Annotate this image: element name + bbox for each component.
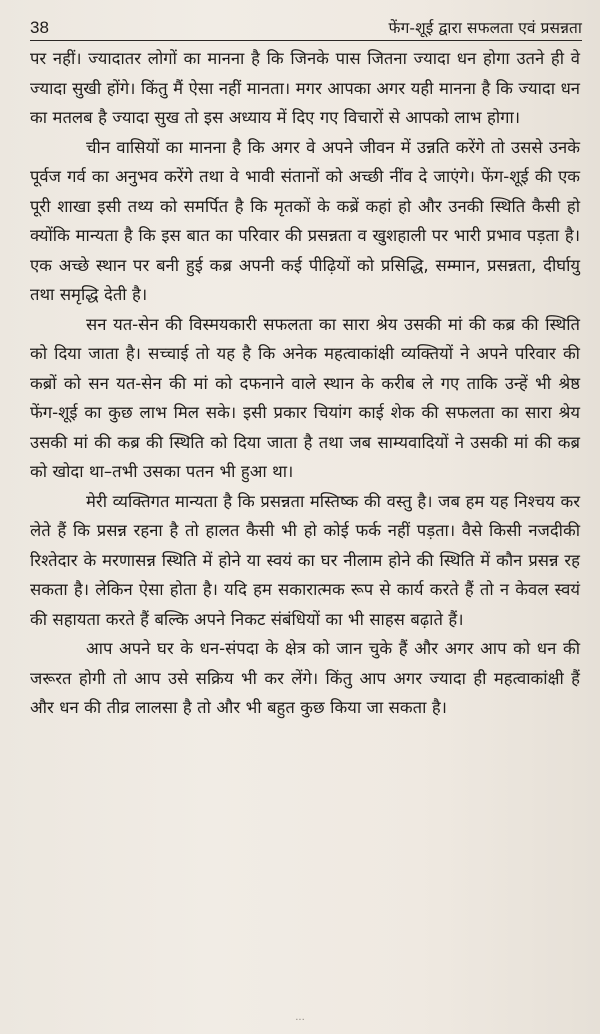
page-number: 38 [30, 18, 49, 37]
running-title: फेंग-शूई द्वारा सफलता एवं प्रसन्नता [388, 18, 582, 37]
paragraph-5: आप अपने घर के धन-संपदा के क्षेत्र को जान चुके हैं और अगर आप को धन की जरूरत होगी तो आप उसे सक्रिय भी कर लेंगे। किंतु आप अगर ज्यादा ही महत्वाकांक्षी हैं और धन की तीव्र लालसा है तो और भी बहुत कुछ किया जा सकता है। [30, 639, 580, 717]
page-footer-mark: ··· [295, 1015, 305, 1026]
paragraph-2: चीन वासियों का मानना है कि अगर वे अपने जीवन में उन्नति करेंगे तो उससे उनके पूर्वज गर्व का अनुभव करेंगे तथा वे भावी संतानों को अच्छी नींव दे जाएंगे। फेंग-शूई की एक पूरी शाखा इसी तथ्य को समर्पित है कि मृतकों के कब्रें कहां हो और उनकी स्थिति कैसी हो क्योंकि मान्यता है कि इस बात का परिवार की प्रसन्नता व खुशहाली पर भारी प्रभाव पड़ता है। एक अच्छे स्थान पर बनी हुई कब्र अपनी कई पीढ़ियों को प्रसिद्धि, सम्मान, प्रसन्नता, दीर्घायु तथा समृद्धि देती है। [30, 137, 580, 304]
paragraph-4: मेरी व्यक्तिगत मान्यता है कि प्रसन्नता मस्तिष्क की वस्तु है। जब हम यह निश्चय कर लेते हैं कि प्रसन्न रहना है तो हालत कैसी भी हो कोई फर्क नहीं पड़ता। वैसे किसी नजदीकी रिश्तेदार के मरणासन्न स्थिति में होने या स्वयं का घर नीलाम होने की स्थिति में कौन प्रसन्न रह सकता है। लेकिन ऐसा होता है। यदि हम सकारात्मक रूप से कार्य करते हैं तो न केवल स्वयं की सहायता करते हैं बल्कि अपने निकट संबंधियों का भी साहस बढ़ाते हैं। [30, 491, 580, 629]
paragraph-1: पर नहीं। ज्यादातर लोगों का मानना है कि जिनके पास जितना ज्यादा धन होगा उतने ही वे ज्यादा सुखी होंगे। किंतु मैं ऐसा नहीं मानता। मगर आपका अगर यही मानना है कि ज्यादा धन का मतलब है ज्यादा सुख तो इस अध्याय में दिए गए विचारों से आपको लाभ होगा। [30, 49, 580, 127]
page-header [30, 8, 582, 41]
paragraph-3: सन यत-सेन की विस्मयकारी सफलता का सारा श्रेय उसकी मां की कब्र की स्थिति को दिया जाता है। सच्चाई तो यह है कि अनेक महत्वाकांक्षी व्यक्तियों ने अपने परिवार की कब्रों को सन यत-सेन की मां को दफनाने वाले स्थान के करीब ले गए ताकि उन्हें भी श्रेष्ठ फेंग-शूई का कुछ लाभ मिल सके। इसी प्रकार चियांग काई शेक की सफलता का सारा श्रेय उसकी मां की कब्र की स्थिति को दिया जाता है तथा जब साम्यवादियों ने उसकी मां की कब्र को खोदा था–तभी उसका पतन भी हुआ था। [30, 314, 580, 481]
page-body [30, 44, 580, 723]
